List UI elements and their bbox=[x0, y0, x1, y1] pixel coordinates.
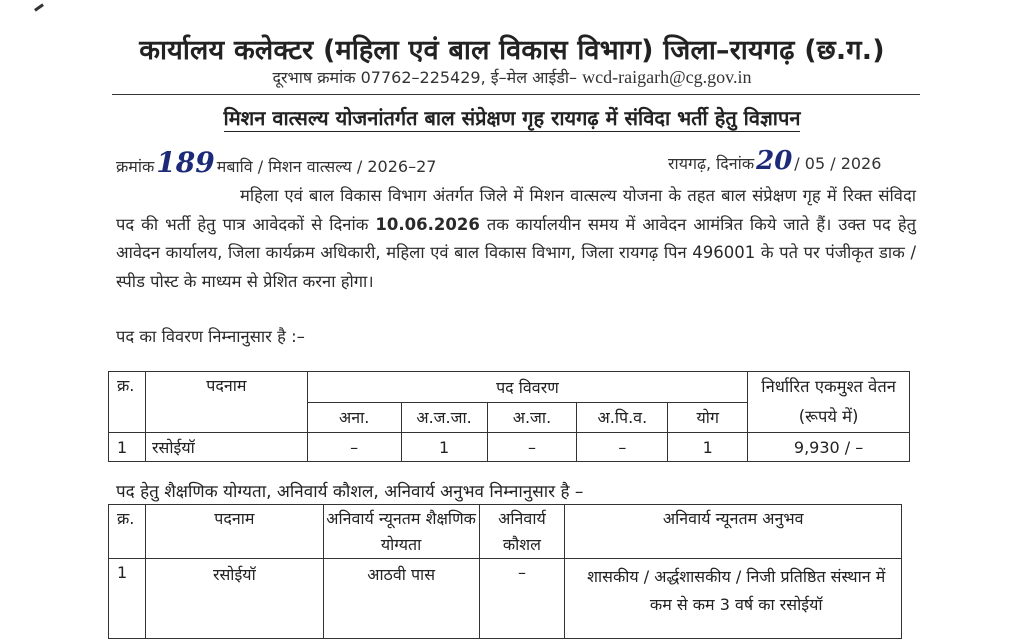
deadline-date: 10.06.2026 bbox=[375, 214, 480, 234]
vacancy-sr: 1 bbox=[109, 433, 146, 462]
date-suffix: / 05 / 2026 bbox=[794, 154, 882, 173]
vacancy-total: 1 bbox=[668, 433, 748, 462]
reference-number-line bbox=[116, 146, 436, 179]
date-prefix: रायगढ़, दिनांक bbox=[668, 154, 755, 173]
category-sc-header: अ.जा. bbox=[487, 402, 577, 433]
category-total-header: योग bbox=[668, 402, 748, 433]
category-st-header: अ.ज.जा. bbox=[401, 402, 487, 433]
body-part-2: तक कार्यालयीन समय में आवेदन आमंत्रित किये जाते हैं। उक्त पद हेतु आवेदन कार्यालय, जिला कार्यक्रम अधिकारी, महिला एवं बाल विकास विभाग, जिला रायगढ़ पिन 496001 के पते पर पंजीकृत डाक / स्पीड पोस्ट के माध्यम से प्रेशित करना होगा। bbox=[116, 214, 916, 291]
date-day-handwritten: 20 bbox=[756, 146, 793, 176]
qual-experience: शासकीय / अर्द्धशासकीय / निजी प्रतिष्ठित संस्थान में कम से कम 3 वर्ष का रसोईयॉ bbox=[565, 559, 902, 639]
page-corner-mark bbox=[34, 3, 44, 11]
email-address: wcd-raigarh@cg.gov.in bbox=[582, 67, 752, 87]
phone-label: दूरभाष क्रमांक 07762–225429, ई–मेल आईडी– bbox=[272, 68, 578, 87]
header-divider bbox=[112, 94, 920, 95]
advertisement-body bbox=[116, 182, 916, 296]
qualification-table bbox=[108, 504, 902, 639]
vacancy-general: – bbox=[307, 433, 401, 462]
post-details-label: पद का विवरण निम्नानुसार है :– bbox=[116, 327, 305, 346]
office-title: कार्यालय कलेक्टर (महिला एवं बाल विकास विभाग) जिला–रायगढ़ (छ.ग.) bbox=[139, 35, 885, 66]
category-obc-header: अ.पि.व. bbox=[577, 402, 668, 433]
qual-post: रसोईयॉ bbox=[145, 559, 323, 639]
body-part-1: महिला एवं बाल विकास विभाग अंतर्गत जिले में मिशन वात्सल्य योजना के तहत बाल संप्रेक्षण गृह में रिक्त संविदा पद की भर्ती हेतु पात्र आवेदकों से दिनांक bbox=[116, 186, 916, 234]
reference-suffix: मबावि / मिशन वात्सल्य / 2026–27 bbox=[216, 157, 437, 176]
reference-prefix: क्रमांक bbox=[116, 157, 155, 176]
category-general-header: अना. bbox=[307, 402, 401, 433]
advertisement-title bbox=[0, 104, 1024, 131]
table-row bbox=[109, 433, 910, 462]
vacancy-details-header: पद विवरण bbox=[307, 372, 747, 403]
vacancy-salary: 9,930 / – bbox=[748, 433, 910, 462]
qual-education-header: अनिवार्य न्यूनतम शैक्षणिक योग्यता bbox=[323, 505, 479, 559]
vacancy-post: रसोईयॉ bbox=[145, 433, 307, 462]
vacancy-table bbox=[108, 371, 910, 462]
qual-sr: 1 bbox=[109, 559, 146, 639]
date-line bbox=[668, 146, 881, 176]
vacancy-post-header: पदनाम bbox=[145, 372, 307, 433]
qual-experience-header: अनिवार्य न्यूनतम अनुभव bbox=[565, 505, 902, 559]
vacancy-salary-header: निर्धारित एकमुश्त वेतन (रूपये में) bbox=[748, 372, 910, 433]
qual-post-header: पदनाम bbox=[145, 505, 323, 559]
vacancy-sc: – bbox=[487, 433, 577, 462]
vacancy-obc: – bbox=[577, 433, 668, 462]
advertisement-title-text: मिशन वात्सल्य योजनांतर्गत बाल संप्रेक्षण गृह रायगढ़ में संविदा भर्ती हेतु विज्ञापन bbox=[223, 106, 801, 130]
qual-skill: – bbox=[479, 559, 565, 639]
vacancy-sr-header: क्र. bbox=[109, 372, 146, 433]
qual-skill-header: अनिवार्य कौशल bbox=[479, 505, 565, 559]
contact-line bbox=[0, 66, 1024, 88]
reference-number-handwritten: 189 bbox=[156, 146, 215, 179]
qual-sr-header: क्र. bbox=[109, 505, 146, 559]
qualification-label: पद हेतु शैक्षणिक योग्यता, अनिवार्य कौशल, अनिवार्य अनुभव निम्नानुसार है – bbox=[116, 482, 584, 502]
vacancy-st: 1 bbox=[401, 433, 487, 462]
table-row bbox=[109, 559, 902, 639]
qual-education: आठवी पास bbox=[323, 559, 479, 639]
